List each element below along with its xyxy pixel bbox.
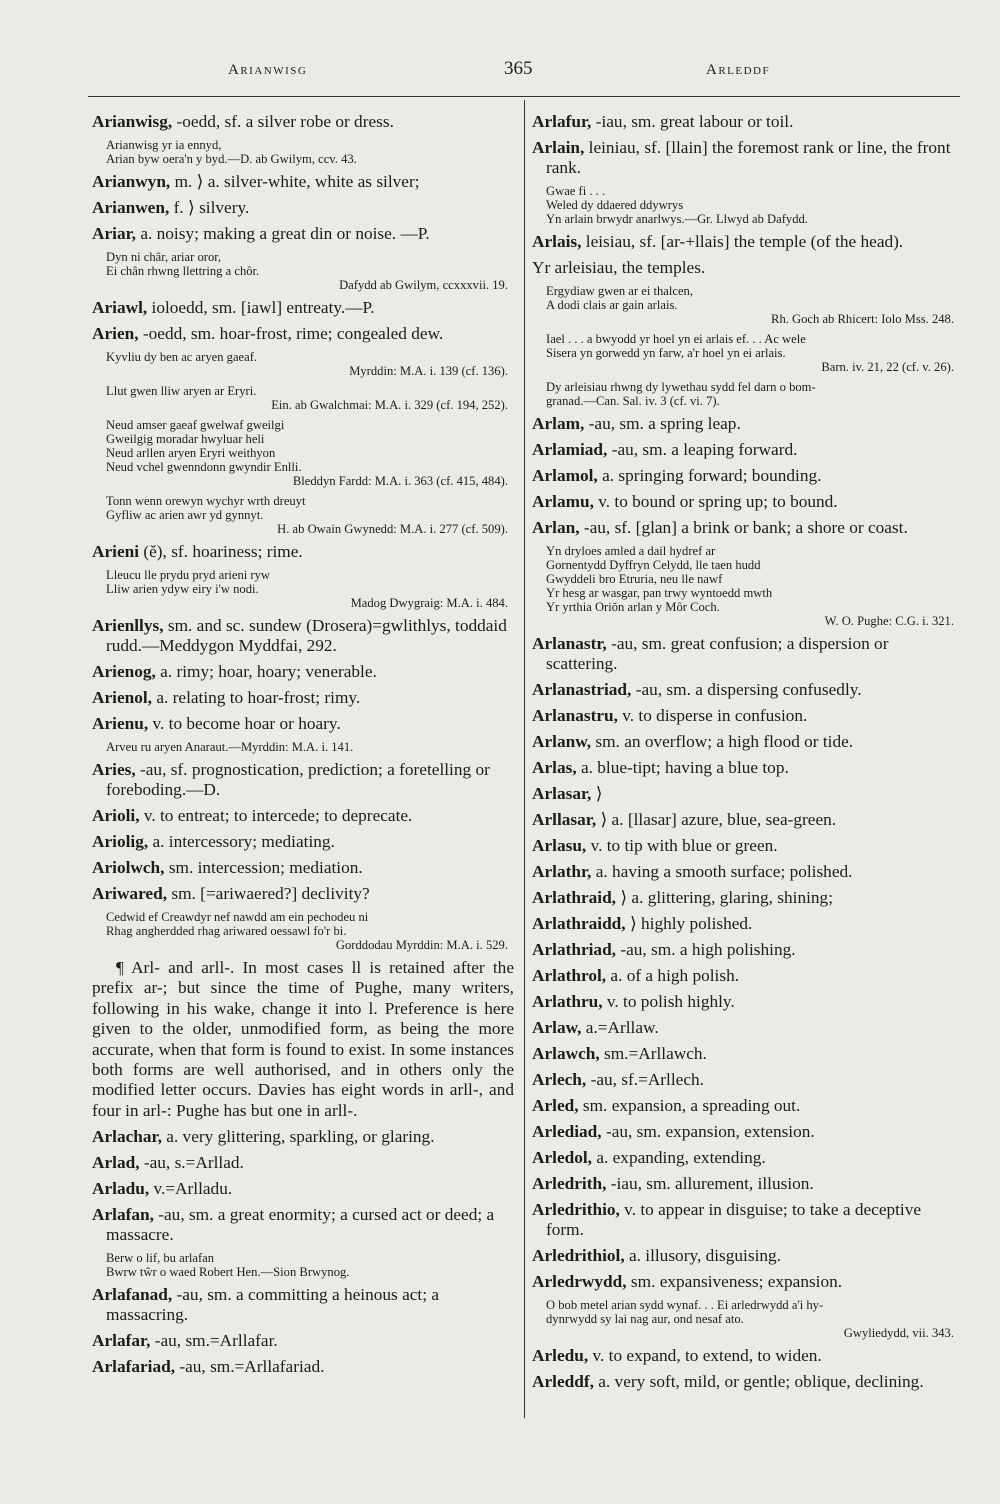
entry-definition: -au, sm. a spring leap. xyxy=(588,414,741,433)
entry-headword: Arlathraidd, xyxy=(532,914,626,933)
entry-definition: -oedd, sm. hoar-frost, rime; congealed dew. xyxy=(142,324,444,343)
entry-headword: Ariolwch, xyxy=(92,858,165,877)
dictionary-entry xyxy=(532,836,960,856)
entry-headword: Arlathr, xyxy=(532,862,592,881)
entry-definition: v. to polish highly. xyxy=(606,992,735,1011)
dictionary-entry xyxy=(92,760,514,800)
dictionary-entry xyxy=(92,714,514,734)
dictionary-entry xyxy=(92,662,514,682)
page-number: 365 xyxy=(504,58,533,79)
entry-headword: Arlamiad, xyxy=(532,440,608,459)
entry-headword: Arlathrol, xyxy=(532,966,607,985)
entry-definition: -au, sf. [glan] a brink or bank; a shore or coast. xyxy=(583,518,908,537)
dictionary-entry xyxy=(532,862,960,882)
citation-source: Dafydd ab Gwilym, ccxxxvii. 19. xyxy=(339,278,508,292)
citation-line: Arianwisg yr ia ennyd, xyxy=(106,138,222,152)
header-rule xyxy=(88,96,960,97)
dictionary-entry xyxy=(532,492,960,512)
dictionary-entry xyxy=(92,324,514,344)
entry-headword: Aries, xyxy=(92,760,136,779)
entry-definition: a. springing forward; bounding. xyxy=(602,466,822,485)
entry-headword: Arienu, xyxy=(92,714,149,733)
entry-definition: -au, s.=Arllad. xyxy=(143,1153,244,1173)
entry-definition: sm. intercession; mediation. xyxy=(168,858,363,877)
dictionary-entry xyxy=(92,688,514,708)
entry-headword: Arlanastru, xyxy=(532,706,618,725)
entry-definition: a. blue-tipt; having a blue top. xyxy=(580,758,789,777)
entry-definition: -au, sm.=Arllafar. xyxy=(154,1331,278,1351)
dictionary-entry xyxy=(92,616,514,656)
entry-definition: leisiau, sf. [ar-+llais] the temple (of the head). xyxy=(585,232,904,251)
entry-headword: Arien, xyxy=(92,324,139,343)
entry-definition: a.=Arllaw. xyxy=(585,1018,659,1037)
entry-definition: -au, sm. a high polishing. xyxy=(620,940,796,959)
dictionary-entry xyxy=(92,298,514,318)
dictionary-entry xyxy=(532,518,960,538)
entry-definition: -iau, sm. great labour or toil. xyxy=(595,112,794,131)
citation-quote xyxy=(546,332,960,374)
entry-headword: Arlad, xyxy=(92,1153,140,1173)
dictionary-entry xyxy=(532,440,960,460)
citation-source: Myrddin: M.A. i. 139 (cf. 136). xyxy=(349,364,508,378)
entry-definition: -au, sm. expansion, extension. xyxy=(605,1122,815,1141)
entry-definition: a. illusory, disguising. xyxy=(628,1246,781,1265)
entry-headword: Arlech, xyxy=(532,1070,587,1089)
dictionary-entry xyxy=(532,1272,960,1292)
entry-headword: Arlam, xyxy=(532,414,585,433)
citation-quote xyxy=(106,494,514,536)
entry-headword: Arlachar, xyxy=(92,1127,162,1147)
dictionary-entry xyxy=(532,732,960,752)
dictionary-entry xyxy=(92,806,514,826)
citation-quote xyxy=(106,910,514,952)
entry-headword: Arieni xyxy=(92,542,140,561)
dictionary-entry xyxy=(532,634,960,674)
citation-quote xyxy=(106,250,514,292)
citation-line: Gweilgig moradar hwyluar heli xyxy=(106,432,265,446)
dictionary-entry xyxy=(532,758,960,778)
dictionary-entry xyxy=(532,966,960,986)
dictionary-entry xyxy=(532,1122,960,1142)
entry-definition: v. to expand, to extend, to widen. xyxy=(592,1346,822,1365)
entry-definition: a. relating to hoar-frost; rimy. xyxy=(156,688,361,707)
entry-definition: sm. and sc. sundew (Drosera)=gwlithlys, toddaid rudd.—Meddygon Myddfai, 292. xyxy=(106,616,507,655)
citation-line: Yn dryloes amled a dail hydref ar xyxy=(546,544,716,558)
entry-definition: sm. expansion, a spreading out. xyxy=(582,1096,801,1115)
dictionary-entry xyxy=(92,858,514,878)
dictionary-entry xyxy=(532,992,960,1012)
dictionary-entry xyxy=(532,1044,960,1064)
entry-definition: -au, sm. great confusion; a dispersion or scattering. xyxy=(546,634,889,673)
entry-headword: Arlamol, xyxy=(532,466,598,485)
dictionary-entry xyxy=(532,1018,960,1038)
dictionary-entry xyxy=(92,1179,514,1199)
citation-line: Gwyddeli bro Etruria, neu lle nawf xyxy=(546,572,723,586)
entry-headword: Ariwared, xyxy=(92,884,168,903)
citation-line: Kyvliu dy ben ac aryen gaeaf. xyxy=(106,350,258,364)
dictionary-entry xyxy=(92,112,514,132)
citation-line: Arian byw oera'n y byd.—D. ab Gwilym, ccv. 43. xyxy=(106,152,357,166)
dictionary-entry xyxy=(532,232,960,252)
citation-line: Arveu ru aryen Anaraut.—Myrddin: M.A. i. 141. xyxy=(106,740,354,754)
header-right-guide-word: Arleddf xyxy=(706,62,771,78)
entry-definition: -oedd, sf. a silver robe or dress. xyxy=(176,112,394,131)
entry-headword: Arlanastriad, xyxy=(532,680,632,699)
entry-headword: Arioli, xyxy=(92,806,140,825)
citation-line: Tonn wenn orewyn wychyr wrth dreuyt xyxy=(106,494,306,508)
citation-source: H. ab Owain Gwynedd: M.A. i. 277 (cf. 509). xyxy=(277,522,508,536)
entry-headword: Arledu, xyxy=(532,1346,589,1365)
right-column xyxy=(532,112,960,1398)
dictionary-entry xyxy=(92,542,514,562)
citation-line: Yn arlain brwydr anarlwys.—Gr. Llwyd ab Dafydd. xyxy=(546,212,808,226)
dictionary-entry xyxy=(92,884,514,904)
citation-line: Berw o lif, bu arlafan xyxy=(106,1251,215,1266)
entry-definition: sm.=Arllawch. xyxy=(604,1044,707,1063)
citation-quote xyxy=(106,568,514,610)
entry-definition: m. ⟩ a. silver-white, white as silver; xyxy=(174,172,420,191)
header-left-guide-word: Arianwisg xyxy=(228,62,308,78)
entry-definition: v. to become hoar or hoary. xyxy=(152,714,341,733)
entry-headword: Arlasu, xyxy=(532,836,587,855)
dictionary-entry xyxy=(92,1205,514,1245)
entry-headword: Arledrith, xyxy=(532,1174,607,1193)
citation-source: Barn. iv. 21, 22 (cf. v. 26). xyxy=(821,360,954,374)
dictionary-entry xyxy=(532,706,960,726)
entry-headword: Arlamu, xyxy=(532,492,594,511)
entry-headword: Arladu, xyxy=(92,1179,150,1199)
citation-quote xyxy=(106,384,514,412)
entry-definition: a. very glittering, sparkling, or glaring. xyxy=(166,1127,435,1147)
entry-definition: -au, sm. a dispersing confusedly. xyxy=(635,680,862,699)
citation-line: Lleucu lle prydu pryd arieni ryw xyxy=(106,568,271,582)
entry-headword: Arlain, xyxy=(532,138,585,157)
dictionary-entry xyxy=(532,914,960,934)
citation-line: Lliw arien ydyw eiry i'w nodi. xyxy=(106,582,259,596)
entry-headword: Arlais, xyxy=(532,232,582,251)
citation-line: Weled dy ddaered ddywrys xyxy=(546,198,684,212)
citation-line: Bwrw tŵr o waed Robert Hen.—Sion Brwynog. xyxy=(106,1265,350,1280)
citation-source: Rh. Goch ab Rhicert: Iolo Mss. 248. xyxy=(771,312,954,326)
entry-definition: -au, sm. a leaping forward. xyxy=(611,440,798,459)
entry-headword: Arleddf, xyxy=(532,1372,594,1391)
citation-line: Sisera yn gorwedd yn farw, a'r hoel yn ei arlais. xyxy=(546,346,786,360)
citation-source: Bleddyn Fardd: M.A. i. 363 (cf. 415, 484). xyxy=(292,474,508,488)
dictionary-entry xyxy=(92,198,514,218)
citation-quote xyxy=(546,544,960,628)
entry-headword: Arllasar, xyxy=(532,810,597,829)
citation-quote xyxy=(106,740,514,754)
dictionary-entry xyxy=(92,1153,514,1173)
entry-headword: Arienog, xyxy=(92,662,156,681)
entry-headword: Arled, xyxy=(532,1096,579,1115)
entry-headword: Arianwyn, xyxy=(92,172,171,191)
citation-line: Cedwid ef Creawdyr nef nawdd am ein pechodeu ni xyxy=(106,910,369,924)
entry-headword: Arledrwydd, xyxy=(532,1272,627,1291)
citation-line: dynrwydd sy lai nag aur, ond nesaf ato. xyxy=(546,1312,744,1326)
entry-headword: Ariawl, xyxy=(92,298,148,317)
entry-headword: Arlas, xyxy=(532,758,577,777)
entry-definition: sm. an overflow; a high flood or tide. xyxy=(595,732,854,751)
entry-headword: Arledrithiol, xyxy=(532,1246,625,1265)
entry-definition: a. intercessory; mediating. xyxy=(152,832,335,851)
entry-headword: Arlafan, xyxy=(92,1205,154,1225)
entry-headword: Arledol, xyxy=(532,1148,592,1167)
entry-definition: f. ⟩ silvery. xyxy=(173,198,250,217)
dictionary-entry xyxy=(532,680,960,700)
entry-definition: sm. expansiveness; expansion. xyxy=(630,1272,843,1291)
entry-definition: a. rimy; hoar, hoary; venerable. xyxy=(160,662,377,681)
left-column xyxy=(92,112,514,1383)
entry-headword: Arlafanad, xyxy=(92,1285,173,1305)
entry-definition: v. to appear in disguise; to take a deceptive form. xyxy=(546,1200,922,1239)
dictionary-entry xyxy=(92,224,514,244)
citation-line: Llut gwen lliw aryen ar Eryri. xyxy=(106,384,257,398)
citation-line: Ei chân rhwng llettring a chôr. xyxy=(106,264,260,278)
entry-headword: Arlasar, xyxy=(532,784,592,803)
dictionary-entry xyxy=(532,1174,960,1194)
dictionary-entry xyxy=(532,138,960,178)
entry-headword: Arlediad, xyxy=(532,1122,602,1141)
dictionary-entry xyxy=(532,112,960,132)
dictionary-entry xyxy=(92,1127,514,1147)
entry-definition: a. expanding, extending. xyxy=(596,1148,766,1167)
entry-definition: Yr arleisiau, the temples. xyxy=(532,258,706,277)
citation-quote xyxy=(546,184,960,226)
entry-definition: v.=Arlladu. xyxy=(153,1179,233,1199)
entry-definition: ⟩ a. [llasar] azure, blue, sea-green. xyxy=(600,810,837,829)
entry-definition: -iau, sm. allurement, illusion. xyxy=(610,1174,814,1193)
entry-definition: v. to tip with blue or green. xyxy=(590,836,778,855)
entry-headword: Arlathriad, xyxy=(532,940,617,959)
entry-definition: -au, sm. a committing a heinous act; a massacring. xyxy=(106,1285,440,1325)
citation-quote xyxy=(106,418,514,488)
entry-definition: ⟩ highly polished. xyxy=(629,914,753,933)
citation-source: Madog Dwygraig: M.A. i. 484. xyxy=(350,596,508,610)
entry-definition: a. noisy; making a great din or noise. —P. xyxy=(140,224,430,243)
citation-line: A dodi clais ar gain arlais. xyxy=(546,298,678,312)
citation-line: granad.—Can. Sal. iv. 3 (cf. vi. 7). xyxy=(546,394,720,408)
entry-headword: Ariolig, xyxy=(92,832,149,851)
dictionary-entry xyxy=(532,888,960,908)
entry-headword: Arledrithio, xyxy=(532,1200,620,1219)
citation-source: W. O. Pughe: C.G. i. 321. xyxy=(824,614,954,628)
dictionary-entry xyxy=(532,1200,960,1240)
citation-quote xyxy=(546,284,960,326)
citation-line: Gornentydd Dyffryn Celydd, lle taen hudd xyxy=(546,558,761,572)
citation-source: Gorddodau Myrddin: M.A. i. 529. xyxy=(335,938,508,952)
column-divider xyxy=(524,100,525,1418)
citation-line: Yr yrthia Oriŏn arlan y Môr Coch. xyxy=(546,600,720,614)
entry-headword: Arienol, xyxy=(92,688,152,707)
entry-definition: a. of a high polish. xyxy=(610,966,740,985)
dictionary-entry xyxy=(532,466,960,486)
citation-line: Dy arleisiau rhwng dy lywethau sydd fel darn o bom- xyxy=(546,380,816,394)
entry-headword: Ariar, xyxy=(92,224,136,243)
entry-headword: Arienllys, xyxy=(92,616,164,635)
dictionary-entry xyxy=(532,258,960,278)
citation-quote xyxy=(546,1298,960,1340)
dictionary-entry xyxy=(92,832,514,852)
citation-line: Neud amser gaeaf gwelwaf gweilgi xyxy=(106,418,285,432)
dictionary-entry xyxy=(92,172,514,192)
entry-headword: Arlawch, xyxy=(532,1044,600,1063)
citation-line: O bob metel arian sydd wynaf. . . Ei arledrwydd a'i hy- xyxy=(546,1298,824,1312)
entry-headword: Arianwen, xyxy=(92,198,170,217)
running-header xyxy=(88,58,960,88)
citation-quote xyxy=(546,380,960,408)
entry-definition: a. very soft, mild, or gentle; oblique, declining. xyxy=(598,1372,924,1391)
entry-definition: v. to entreat; to intercede; to deprecate. xyxy=(143,806,413,825)
editorial-note: ¶ Arl- and arll-. In most cases ll is retained after the prefix ar-; but since the time of Pughe, many writers, following in his wake, change it into l. Preference is here given to the older, unmodified form, as being the more accurate, when that form is found to exist. In some instances both forms are well authorised, and in others only the modified letter occurs. Davies has eight words in arll-, and four in arl-: Pughe has but one in arll-. xyxy=(92,958,514,1120)
entry-headword: Arlan, xyxy=(532,518,580,537)
entry-headword: Arlanastr, xyxy=(532,634,607,653)
dictionary-entry xyxy=(92,1331,514,1351)
dictionary-entry xyxy=(532,1096,960,1116)
citation-line: Rhag angherdded rhag ariwared oessawl fo'r bi. xyxy=(106,924,347,938)
citation-line: Dyn ni châr, ariar oror, xyxy=(106,250,222,264)
dictionary-entry xyxy=(92,1357,514,1377)
dictionary-entry xyxy=(92,1285,514,1325)
citation-line: Iael . . . a bwyodd yr hoel yn ei arlais ef. . . Ac wele xyxy=(546,332,806,346)
entry-headword: Arlafar, xyxy=(92,1331,151,1351)
citation-source: Ein. ab Gwalchmai: M.A. i. 329 (cf. 194, 252). xyxy=(271,398,508,412)
entry-headword: Arlafur, xyxy=(532,112,592,131)
entry-definition: ioloedd, sm. [iawl] entreaty.—P. xyxy=(151,298,375,317)
entry-definition: -au, sf. prognostication, prediction; a foretelling or foreboding.—D. xyxy=(106,760,490,799)
entry-headword: Arlathraid, xyxy=(532,888,617,907)
dictionary-entry xyxy=(532,1246,960,1266)
entry-definition: v. to disperse in confusion. xyxy=(622,706,808,725)
entry-definition: ⟩ xyxy=(595,784,603,803)
entry-definition: -au, sf.=Arllech. xyxy=(590,1070,704,1089)
entry-headword: Arlaw, xyxy=(532,1018,582,1037)
entry-definition: ⟩ a. glittering, glaring, shining; xyxy=(620,888,833,907)
entry-definition: sm. [=ariwaered?] declivity? xyxy=(171,884,370,903)
citation-line: Gyfliw ac arien awr yd gynnyt. xyxy=(106,508,264,522)
citation-line: Ergydiaw gwen ar ei thalcen, xyxy=(546,284,693,298)
dictionary-entry xyxy=(532,940,960,960)
citation-line: Gwae fi . . . xyxy=(546,184,606,198)
entry-headword: Arlathru, xyxy=(532,992,603,1011)
dictionary-entry xyxy=(532,1148,960,1168)
dictionary-entry xyxy=(532,1346,960,1366)
citation-quote xyxy=(106,138,514,166)
citation-source: Gwyliedydd, vii. 343. xyxy=(843,1326,954,1340)
dictionary-entry xyxy=(532,1070,960,1090)
entry-headword: Arlanw, xyxy=(532,732,592,751)
citation-line: Neud arllen aryen Eryri weithyon xyxy=(106,446,276,460)
entry-definition: a. having a smooth surface; polished. xyxy=(595,862,853,881)
entry-headword: Arianwisg, xyxy=(92,112,173,131)
dictionary-entry xyxy=(532,414,960,434)
entry-definition: (ě), sf. hoariness; rime. xyxy=(143,542,303,561)
citation-quote xyxy=(106,350,514,378)
citation-line: Neud vchel gwenndonn gwyndir Enlli. xyxy=(106,460,302,474)
dictionary-entry xyxy=(532,810,960,830)
entry-definition: v. to bound or spring up; to bound. xyxy=(598,492,838,511)
entry-definition: -au, sm. a great enormity; a cursed act or deed; a massacre. xyxy=(106,1205,495,1245)
citation-line: Yr hesg ar wasgar, pan trwy wyntoedd mwth xyxy=(546,586,773,600)
entry-headword: Arlafariad, xyxy=(92,1357,176,1377)
dictionary-entry xyxy=(532,784,960,804)
entry-definition: -au, sm.=Arllafariad. xyxy=(179,1357,325,1377)
entry-definition: leiniau, sf. [llain] the foremost rank or line, the front rank. xyxy=(546,138,951,177)
citation-quote xyxy=(106,1251,514,1279)
dictionary-entry xyxy=(532,1372,960,1392)
